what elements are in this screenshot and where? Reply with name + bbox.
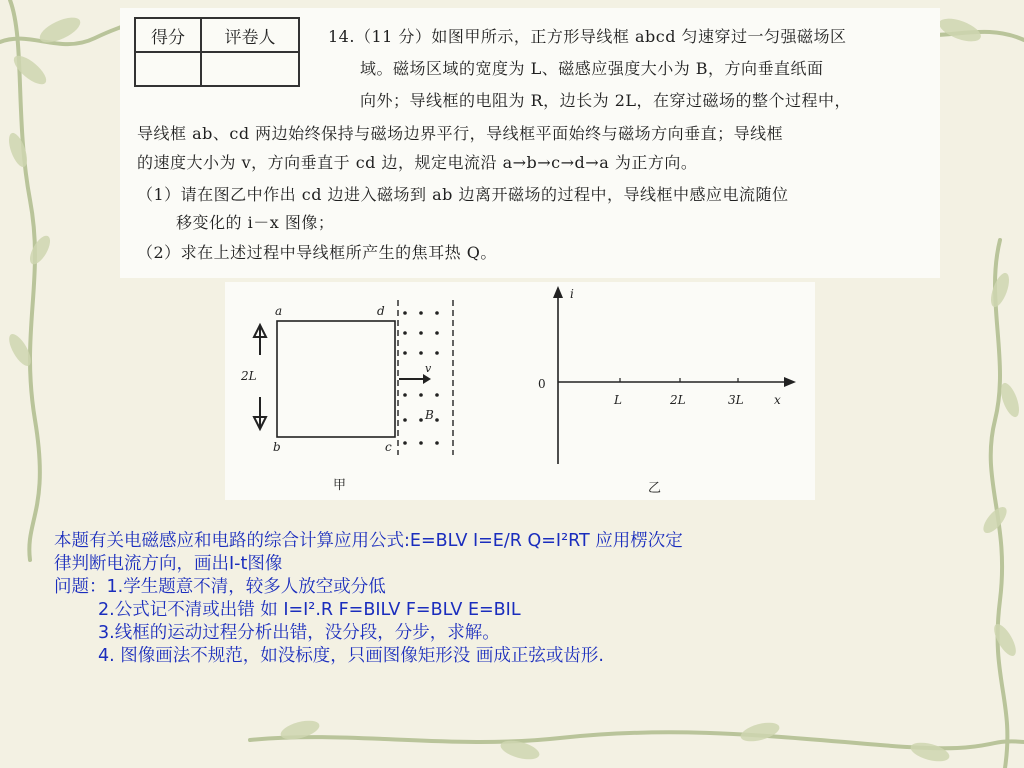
label-b: b	[273, 440, 281, 454]
notes-line-3: 问题：1.学生题意不清，较多人放空或分低	[54, 577, 386, 597]
question-line-3: 向外；导线框的电阻为 R，边长为 2L，在穿过磁场的整个过程中，	[360, 91, 852, 110]
grader-label: 评卷人	[201, 18, 299, 52]
figure-yi-axes	[530, 282, 800, 498]
label-d: d	[377, 304, 385, 318]
square-loop	[277, 321, 395, 437]
x-axis-label: x	[774, 393, 781, 407]
notes-line-2: 律判断电流方向，画出I-t图像	[54, 554, 283, 574]
tick-label-2L: 2L	[670, 393, 686, 407]
question-line-8: （2）求在上述过程中导线框所产生的焦耳热 Q。	[137, 243, 497, 262]
caption-yi: 乙	[648, 481, 662, 496]
label-B: B	[425, 408, 434, 422]
score-cell	[135, 52, 201, 86]
score-label: 得分	[135, 18, 201, 52]
teaching-notes	[54, 530, 994, 668]
i-axis-label: i	[570, 287, 574, 301]
question-line-2: 域。磁场区域的宽度为 L、磁感应强度大小为 B，方向垂直纸面	[360, 59, 824, 78]
question-line-6: （1）请在图乙中作出 cd 边进入磁场到 ab 边离开磁场的过程中，导线框中感应电流随位	[137, 185, 789, 204]
caption-jia: 甲	[333, 478, 347, 493]
score-table	[134, 17, 300, 87]
question-line-7: 移变化的 i－x 图像；	[176, 213, 335, 232]
notes-line-6: 4. 图像画法不规范，如没标度，只画图像矩形没 画成正弦或齿形.	[98, 646, 604, 666]
grader-cell	[201, 52, 299, 86]
velocity-arrowhead	[423, 374, 431, 384]
figure-jia-diagram	[235, 295, 475, 495]
tick-label-3L: 3L	[728, 393, 744, 407]
label-v: v	[425, 362, 432, 375]
label-c: c	[385, 440, 392, 454]
label-side-2L: 2L	[241, 369, 257, 383]
question-line-5: 的速度大小为 v，方向垂直于 cd 边，规定电流沿 a→b→c→d→a 为正方向。	[137, 153, 698, 172]
notes-line-4: 2.公式记不清或出错 如 I=I².R F=BILV F=BLV E=BIL	[98, 600, 521, 620]
notes-line-5: 3.线框的运动过程分析出错，没分段，分步，求解。	[98, 623, 500, 643]
tick-label-L: L	[614, 393, 622, 407]
notes-line-1: 本题有关电磁感应和电路的综合计算应用公式:E=BLV I=E/R Q=I²RT 应用楞次定	[54, 531, 683, 551]
label-a: a	[275, 304, 283, 318]
origin-label: 0	[538, 377, 546, 391]
question-line-1: 14.（11 分）如图甲所示，正方形导线框 abcd 匀速穿过一匀强磁场区	[328, 27, 847, 46]
question-line-4: 导线框 ab、cd 两边始终保持与磁场边界平行，导线框平面始终与磁场方向垂直；导线框	[137, 124, 784, 143]
